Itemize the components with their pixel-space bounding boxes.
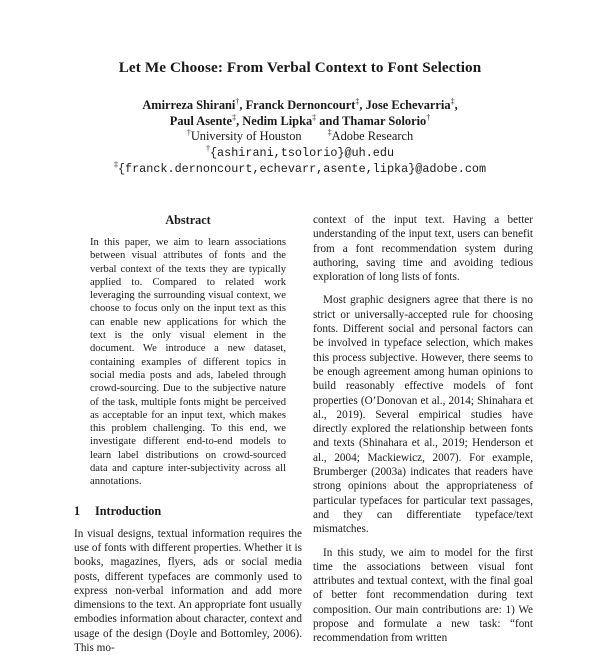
- author-name: Amirreza Shirani: [142, 98, 236, 112]
- email-line-2: [0, 161, 600, 178]
- affiliation-mark: ‡: [312, 112, 317, 122]
- and-connector: and: [319, 113, 340, 128]
- affiliation-mark: ‡: [327, 127, 332, 137]
- section-number: 1: [74, 503, 81, 518]
- affiliation-mark: ‡: [232, 112, 237, 122]
- paper-title: Let Me Choose: From Verbal Context to Font Selection: [118, 59, 482, 76]
- affiliation-mark: ‡: [450, 96, 455, 106]
- author-line-2: Paul Asente‡, Nedim Lipka‡ and Thamar Solorio†: [169, 112, 431, 128]
- left-column: [74, 213, 302, 655]
- email-adobe: {franck.dernoncourt,echevarr,asente,lipka}@adobe.com: [117, 162, 487, 176]
- section-title: Introduction: [95, 503, 162, 518]
- right-column: [313, 213, 533, 646]
- abstract-text: In this paper, we aim to learn associations between visual attributes of fonts and the verbal context of the texts they are typically applied to. Compared to related work leveraging the surrounding visual context, we choose to focus only on the input text as this can enable new applications for which the text is the only visual element in the document. We introduce a new dataset, containing examples of different topics in social media posts and ads, labeled through crowd-sourcing. Due to the subjective nature of the task, multiple fonts might be perceived as acceptable for an input text, which makes this problem challenging. To this end, we investigate different end-to-end models to learn label distributions on crowd-sourced data and capture inter-subjectivity across all annotations.: [90, 237, 286, 488]
- affiliation-line: [0, 129, 600, 145]
- author-name: Jose Echevarria: [365, 98, 451, 112]
- affiliation-houston: University of Houston: [190, 129, 302, 143]
- body-paragraph: Most graphic designers agree that there is no strict or universally-accepted rule for choosing fonts. Different social and personal factors can be involved in typeface selection, which makes this process subjective. However, there seems to be enough agreement among human opinions to build reasonably effective models of font properties (O’Donovan et al., 2014; Shinahara et al., 2019). Several empirical studies have directly explored the relationship between fonts and texts (Shinahara et al., 2019; Henderson et al., 2004; Mackiewicz, 2007). For example, Brumberger (2003a) indicates that readers have strong opinions about the appropriateness of particular typefaces for particular text passages, and they can differentiate typeface/text mismatches.: [313, 294, 533, 536]
- author-name: Thamar Solorio: [342, 113, 427, 128]
- affiliation-mark: ‡: [355, 96, 360, 106]
- author-block: [0, 98, 600, 178]
- body-paragraph: In this study, we aim to model for the first time the associations between visual font attributes and textual context, with the final goal of better font recommendation during text composition. Our main contributions are: 1) We propose and formulate a new task: “font recommendation from written: [313, 546, 533, 645]
- body-paragraph-continued: context of the input text. Having a better understanding of the input text, users can benefit from a font recommendation system during authoring, saving time and avoiding tedious exploration of long lists of fonts.: [313, 214, 533, 284]
- email-line-1: [0, 145, 600, 162]
- section-heading-introduction: [74, 504, 302, 519]
- author-name: Paul Asente: [169, 113, 233, 128]
- affiliation-mark: †: [235, 96, 240, 106]
- affiliation-mark: †: [186, 127, 191, 137]
- author-line-1: Amirreza Shirani†, Franck Dernoncourt‡, Jose Echevarria‡,: [142, 96, 458, 112]
- author-name: Nedim Lipka: [242, 113, 313, 128]
- affiliation-adobe: Adobe Research: [331, 129, 414, 143]
- author-name: Franck Dernoncourt: [245, 98, 356, 112]
- affiliation-mark: †: [426, 112, 431, 122]
- introduction-paragraph-1: In visual designs, textual information requires the use of fonts with different properties. Whether it is books, magazines, flyers, ads or social media posts, different typefaces are commonly used to express non-verbal information and add more dimensions to the text. An appropriate font usually embodies information about character, context and usage of the design (Doyle and Bottomley, 2006). This mo-: [74, 527, 302, 655]
- affiliation-mark: ‡: [113, 159, 118, 169]
- email-uh: {ashirani,tsolorio}@uh.edu: [209, 145, 395, 160]
- affiliation-mark: †: [205, 143, 210, 153]
- abstract-heading: Abstract: [165, 213, 211, 227]
